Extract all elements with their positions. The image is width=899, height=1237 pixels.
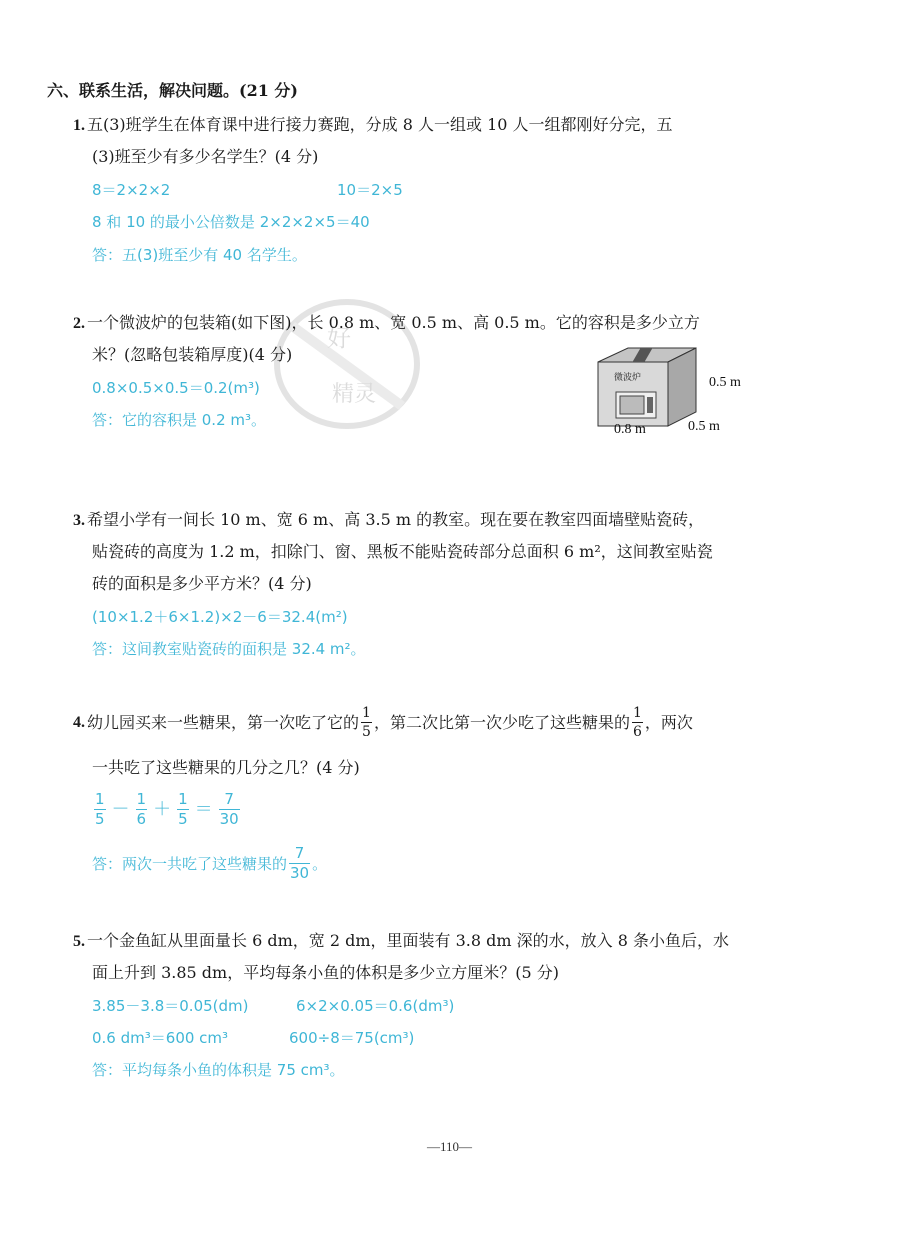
problem-1-line-2: (3)班至少有多少名学生？(4 分): [92, 147, 319, 166]
answer-fraction: $\frac{7}{30}$: [290, 844, 310, 882]
eq-fraction-1: $\frac{1}{5}$: [95, 790, 105, 828]
problem-2-answer-2: 答：它的容积是 0.2 m³。: [92, 411, 267, 429]
problem-5-answer-5: 答：平均每条小鱼的体积是 75 cm³。: [92, 1061, 345, 1079]
problem-3-number: 3.: [73, 512, 85, 529]
length-label: 0.8 m: [614, 422, 646, 437]
problem-3-answer-2: 答：这间教室贴瓷砖的面积是 32.4 m²。: [92, 640, 366, 658]
problem-3-line-2: 贴瓷砖的高度为 1.2 m，扣除门、窗、黑板不能贴瓷砖部分总面积 6 m²，这间教室贴瓷: [92, 542, 713, 561]
microwave-box-figure: [592, 342, 764, 438]
eq-fraction-4: $\frac{7}{30}$: [219, 790, 239, 828]
section-title: 六、联系生活，解决问题。(21 分): [47, 81, 298, 100]
problem-3-answer-1: (10×1.2＋6×1.2)×2－6＝32.4(m²): [92, 608, 348, 626]
problem-4-number: 4.: [73, 713, 85, 731]
problem-1-answer-2: 10＝2×5: [337, 181, 403, 199]
height-label: 0.5 m: [709, 375, 741, 390]
problem-1-answer-4: 答：五(3)班至少有 40 名学生。: [92, 246, 307, 264]
problem-2-line-2: 米？(忽略包装箱厚度)(4 分): [92, 345, 293, 364]
page-number: —110—: [426, 1139, 473, 1154]
problem-5-line-2: 面上升到 3.85 dm，平均每条小鱼的体积是多少立方厘米？(5 分): [92, 963, 559, 982]
problem-3-line-3: 砖的面积是多少平方米？(4 分): [92, 574, 312, 593]
problem-5-number: 5.: [73, 933, 85, 950]
eq-fraction-3: $\frac{1}{5}$: [178, 790, 188, 828]
problem-4-line-2: 一共吃了这些糖果的几分之几？(4 分): [92, 758, 360, 777]
problem-5-answer-4: 600÷8＝75(cm³): [289, 1029, 415, 1047]
problem-5-line-1: 5. 一个金鱼缸从里面量长 6 dm，宽 2 dm，里面装有 3.8 dm 深的水，放入 8 条小鱼后，水: [73, 931, 730, 950]
eq-fraction-2: $\frac{1}{6}$: [136, 790, 147, 828]
problem-1-answer-1: 8＝2×2×2: [92, 181, 171, 199]
problem-1-answer-3: 8 和 10 的最小公倍数是 2×2×2×5＝40: [92, 213, 370, 231]
width-label: 0.5 m: [688, 419, 720, 434]
problem-3-line-1: 3. 希望小学有一间长 10 m、宽 6 m、高 3.5 m 的教室。现在要在教室四面墙壁贴瓷砖，: [73, 510, 705, 529]
problem-5-answer-1: 3.85－3.8＝0.05(dm): [92, 997, 249, 1015]
problem-4-answer-text: 答：两次一共吃了这些糖果的 $\frac{7}{30}$ 。: [92, 844, 328, 882]
problem-5-answer-2: 6×2×0.05＝0.6(dm³): [296, 997, 455, 1015]
problem-2-answer-1: 0.8×0.5×0.5＝0.2(m³): [92, 379, 260, 397]
problem-4-line-1: 4. 幼儿园买来一些糖果，第一次吃了它的 $\frac{1}{5}$ ，第二次比第一次少吃了这些糖果的 $\frac{1}{6}$ ，两次: [73, 705, 693, 740]
box-label: 微波炉: [614, 373, 642, 383]
problem-2-line-1: 2. 一个微波炉的包装箱(如下图)，长 0.8 m、宽 0.5 m、高 0.5 m。它的容积是多少立方: [73, 313, 700, 332]
problem-2-number: 2.: [73, 315, 85, 332]
problem-1-line-1: 1. 五(3)班学生在体育课中进行接力赛跑，分成 8 人一组或 10 人一组都刚好分完，五: [73, 115, 673, 134]
problem-1-number: 1.: [73, 117, 85, 134]
fraction-one-sixth: $\frac{1}{6}$: [632, 705, 642, 740]
fraction-one-fifth: $\frac{1}{5}$: [362, 705, 371, 740]
problem-5-answer-3: 0.6 dm³＝600 cm³: [92, 1029, 229, 1047]
svg-text:好: 好: [327, 324, 351, 352]
problem-4-answer-equation: $\frac{1}{5}$ － $\frac{1}{6}$ ＋ $\frac{1}{5}$ ＝ $\frac{7}{30}$: [95, 790, 239, 828]
svg-text:精灵: 精灵: [332, 382, 377, 407]
